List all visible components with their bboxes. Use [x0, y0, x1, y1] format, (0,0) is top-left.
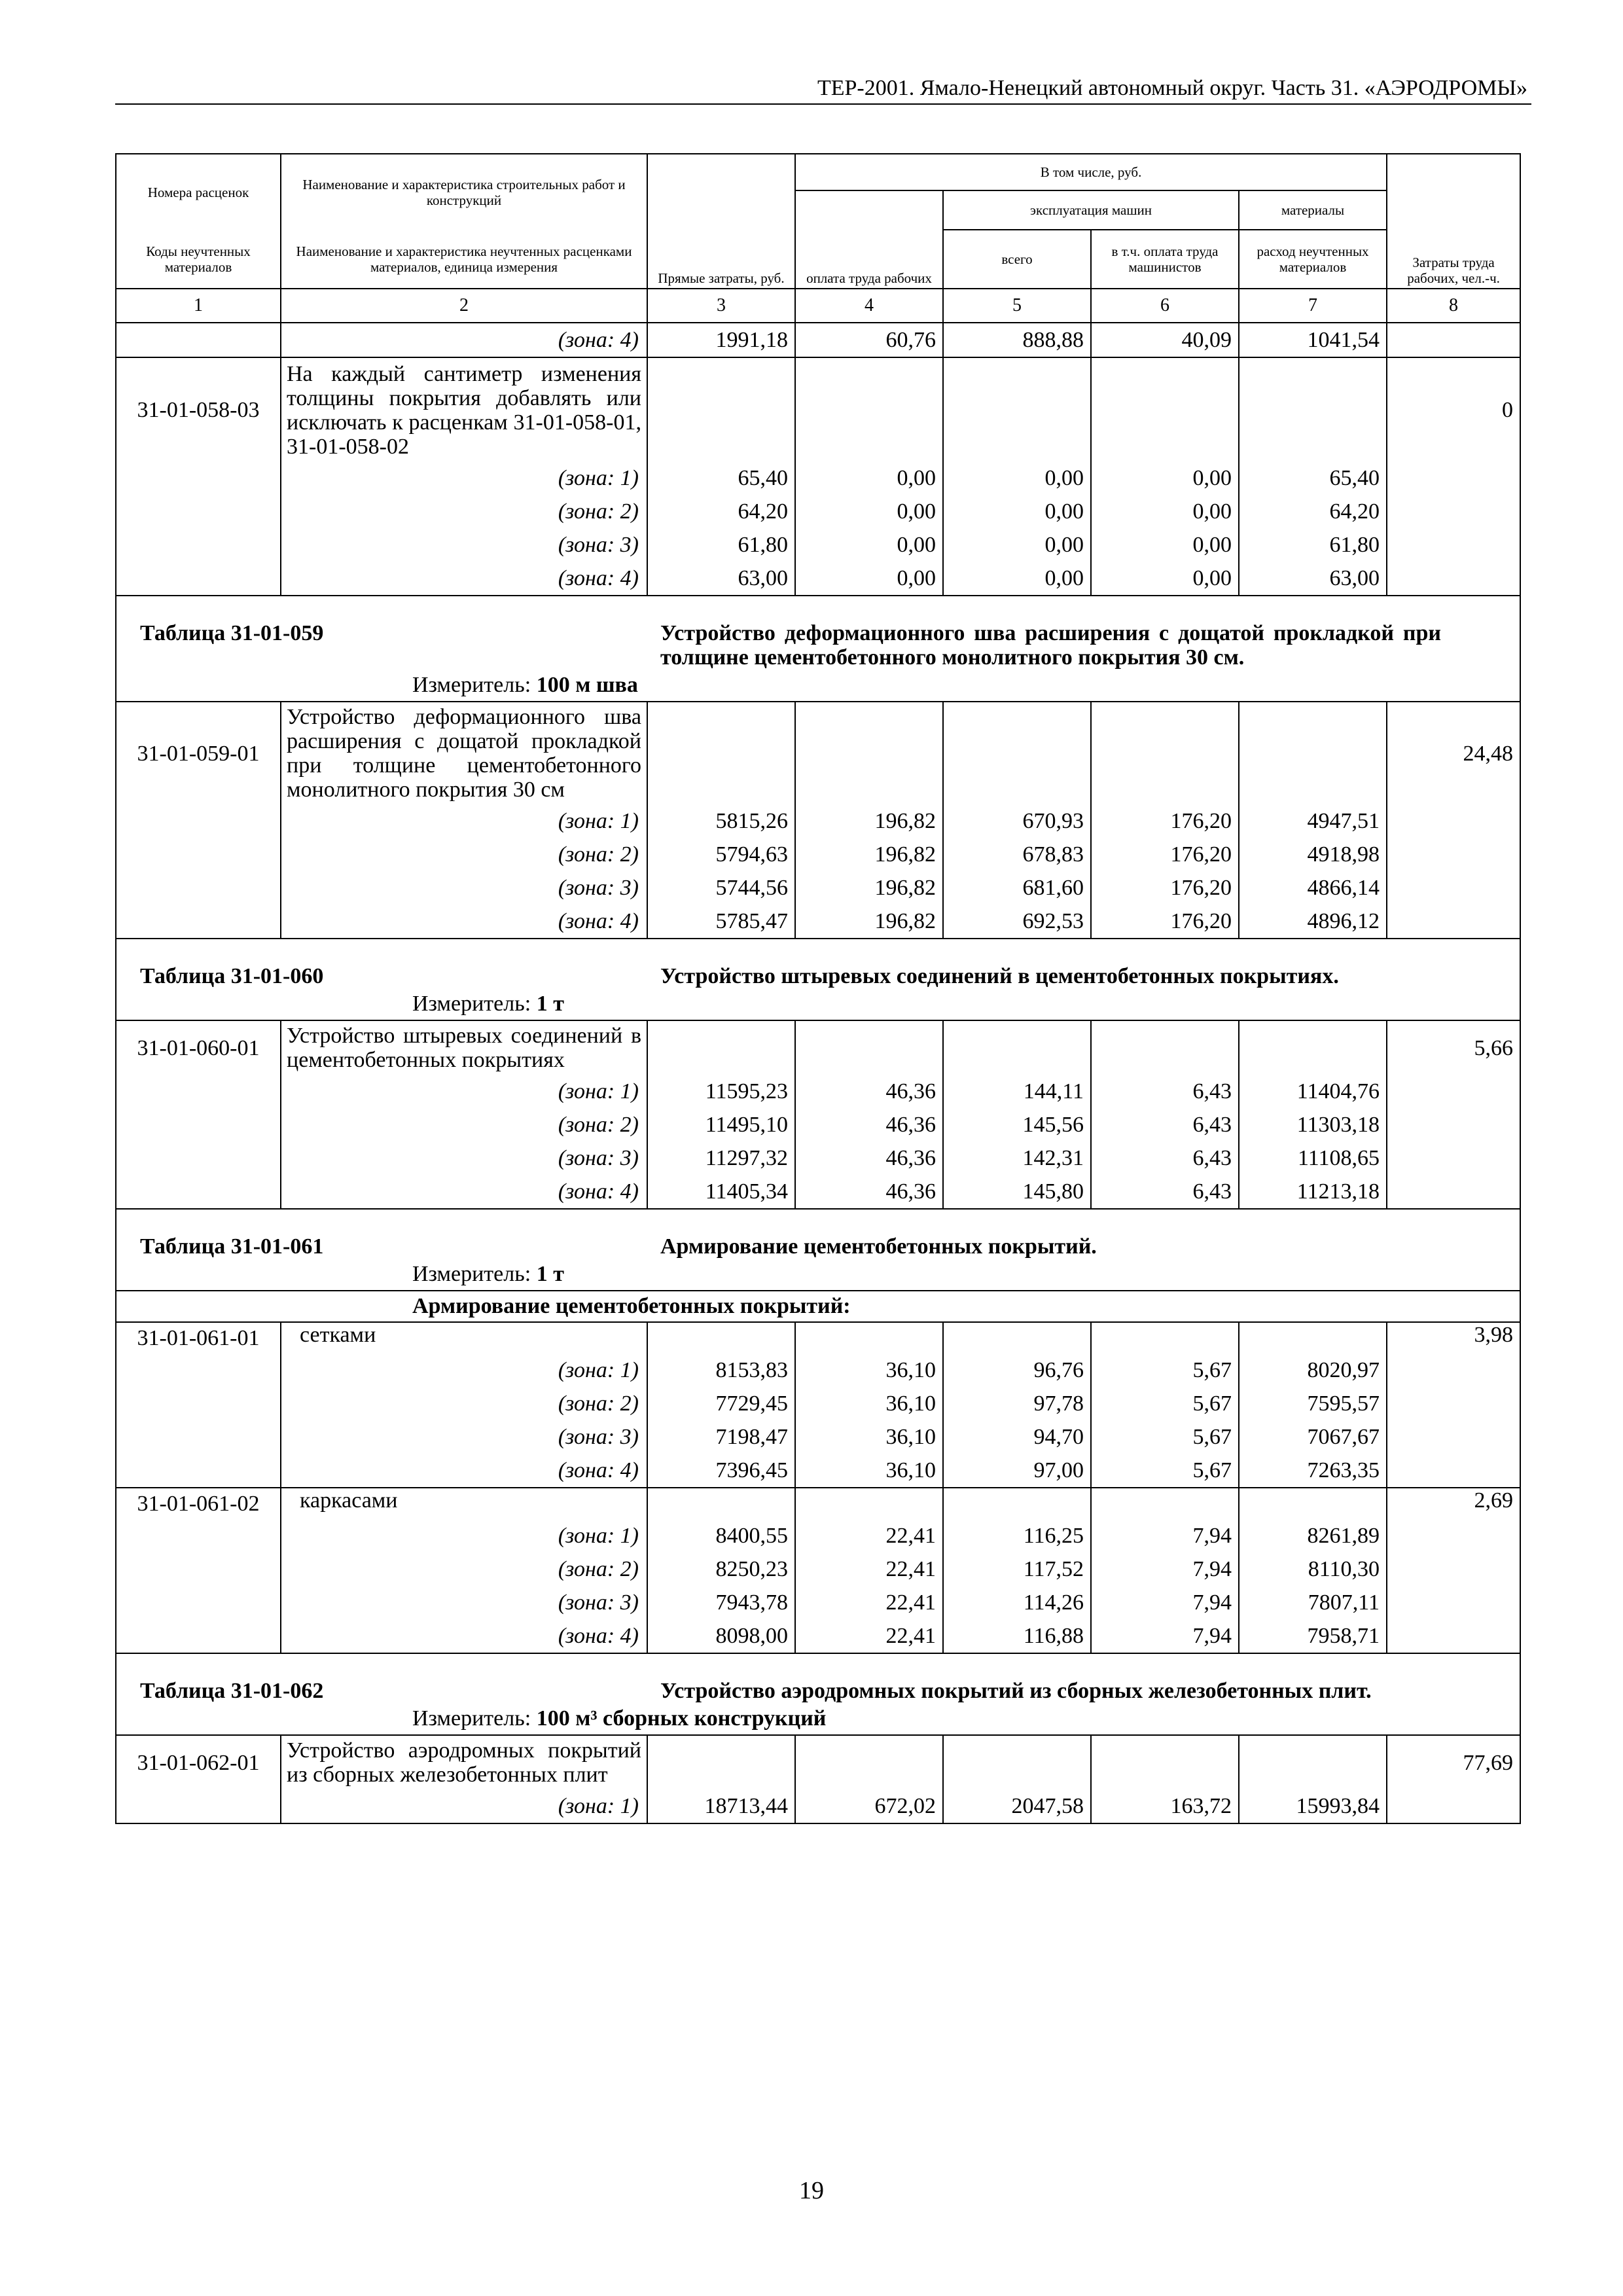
- zone-label: (зона: 1): [281, 804, 647, 838]
- rate-name: На каждый сантиметр изменения толщины покрытия добавлять или исключать к расценкам 31-01-058-01, 31-01-058-02: [281, 357, 647, 461]
- value-cell: 176,20: [1091, 838, 1239, 871]
- value-cell: 0,00: [1091, 528, 1239, 562]
- rate-code: 31-01-061-01: [116, 1322, 281, 1354]
- measure-label: Измеритель:: [412, 1706, 531, 1731]
- value-cell: 11404,76: [1239, 1075, 1387, 1108]
- value-cell: 142,31: [943, 1141, 1091, 1175]
- col-number: 6: [1091, 289, 1239, 323]
- rate-name: Устройство аэродромных покрытий из сборных железобетонных плит: [281, 1735, 647, 1789]
- value-cell: 145,56: [943, 1108, 1091, 1141]
- col-names-top: Наименование и характеристика строительных работ и конструкций: [281, 154, 647, 230]
- labor-cost: 5,66: [1387, 1020, 1520, 1075]
- value-cell: 7595,57: [1239, 1387, 1387, 1420]
- col-materials-unaccounted: расход неучтенных материалов: [1239, 230, 1387, 289]
- zone-row: [116, 1108, 1520, 1141]
- page-number: 19: [799, 2177, 824, 2204]
- value-cell: 114,26: [943, 1586, 1091, 1619]
- zone-label: (зона: 3): [281, 528, 647, 562]
- col-machines: эксплуатация машин: [943, 190, 1239, 230]
- col-number: 7: [1239, 289, 1387, 323]
- column-header: [115, 153, 1521, 323]
- value-cell: 97,00: [943, 1454, 1091, 1488]
- value-cell: 7,94: [1091, 1552, 1239, 1586]
- value-cell: 94,70: [943, 1420, 1091, 1454]
- value-cell: 6,43: [1091, 1108, 1239, 1141]
- col-including: В том числе, руб.: [795, 154, 1387, 190]
- value-cell: 692,53: [943, 905, 1091, 939]
- value-cell: 11108,65: [1239, 1141, 1387, 1175]
- zone-label: (зона: 4): [281, 1175, 647, 1209]
- value-cell: 1991,18: [647, 323, 795, 357]
- value-cell: 196,82: [795, 804, 943, 838]
- zone-label: (зона: 2): [281, 495, 647, 528]
- zone-label: (зона: 2): [281, 1387, 647, 1420]
- value-cell: 64,20: [647, 495, 795, 528]
- value-cell: 0,00: [1091, 562, 1239, 596]
- value-cell: 8098,00: [647, 1619, 795, 1653]
- value-cell: 7,94: [1091, 1519, 1239, 1552]
- zone-label: (зона: 4): [281, 562, 647, 596]
- value-cell: 36,10: [795, 1420, 943, 1454]
- value-cell: 144,11: [943, 1075, 1091, 1108]
- zone-row: [116, 1141, 1520, 1175]
- rate-code: 31-01-058-03: [116, 357, 281, 461]
- value-cell: 176,20: [1091, 905, 1239, 939]
- value-cell: 678,83: [943, 838, 1091, 871]
- col-names-bottom: Наименование и характеристика неучтенных расценками материалов, единица измерения: [281, 230, 647, 289]
- value-cell: 11297,32: [647, 1141, 795, 1175]
- value-cell: 22,41: [795, 1519, 943, 1552]
- zone-row: [116, 323, 1520, 357]
- value-cell: 65,40: [647, 461, 795, 495]
- value-cell: 11495,10: [647, 1108, 795, 1141]
- col-number: 5: [943, 289, 1091, 323]
- value-cell: 5,67: [1091, 1454, 1239, 1488]
- value-cell: 36,10: [795, 1454, 943, 1488]
- value-cell: 46,36: [795, 1108, 943, 1141]
- value-cell: 0,00: [943, 528, 1091, 562]
- value-cell: 22,41: [795, 1619, 943, 1653]
- value-cell: 4896,12: [1239, 905, 1387, 939]
- value-cell: 97,78: [943, 1387, 1091, 1420]
- value-cell: 18713,44: [647, 1789, 795, 1823]
- measure-unit: [116, 1259, 1520, 1291]
- col-labor-pay: оплата труда рабочих: [795, 190, 943, 289]
- value-cell: 196,82: [795, 871, 943, 905]
- rate-name: сетками: [281, 1322, 647, 1354]
- value-cell: 4918,98: [1239, 838, 1387, 871]
- value-cell: 0,00: [1091, 461, 1239, 495]
- value-cell: 96,76: [943, 1354, 1091, 1387]
- value-cell: 176,20: [1091, 871, 1239, 905]
- value-cell: 40,09: [1091, 323, 1239, 357]
- value-cell: 46,36: [795, 1141, 943, 1175]
- rate-item-row: [116, 1488, 1520, 1519]
- table-title-row: [116, 1209, 1520, 1259]
- value-cell: 5,67: [1091, 1387, 1239, 1420]
- zone-label: (зона: 3): [281, 1141, 647, 1175]
- zone-row: [116, 461, 1520, 495]
- value-cell: 5794,63: [647, 838, 795, 871]
- zone-label: (зона: 2): [281, 1552, 647, 1586]
- value-cell: 36,10: [795, 1387, 943, 1420]
- value-cell: 5,67: [1091, 1420, 1239, 1454]
- value-cell: 8261,89: [1239, 1519, 1387, 1552]
- zone-row: [116, 1586, 1520, 1619]
- labor-cost: 2,69: [1387, 1488, 1520, 1519]
- value-cell: 64,20: [1239, 495, 1387, 528]
- value-cell: 7943,78: [647, 1586, 795, 1619]
- value-cell: 196,82: [795, 838, 943, 871]
- zone-label: (зона: 1): [281, 1075, 647, 1108]
- value-cell: 0,00: [1091, 495, 1239, 528]
- col-number: 2: [281, 289, 647, 323]
- measure-row: [116, 670, 1520, 702]
- zone-label: (зона: 2): [281, 838, 647, 871]
- value-cell: 8020,97: [1239, 1354, 1387, 1387]
- zone-row: [116, 1454, 1520, 1488]
- subheader: Армирование цементобетонных покрытий:: [116, 1291, 1520, 1322]
- measure-unit: [116, 1703, 1520, 1735]
- value-cell: 65,40: [1239, 461, 1387, 495]
- value-cell: 176,20: [1091, 804, 1239, 838]
- value-cell: 670,93: [943, 804, 1091, 838]
- value-cell: 4947,51: [1239, 804, 1387, 838]
- value-cell: 0,00: [795, 495, 943, 528]
- col-number: 3: [647, 289, 795, 323]
- value-cell: 7807,11: [1239, 1586, 1387, 1619]
- value-cell: 22,41: [795, 1552, 943, 1586]
- value-cell: 6,43: [1091, 1175, 1239, 1209]
- zone-label: (зона: 4): [281, 905, 647, 939]
- value-cell: 7958,71: [1239, 1619, 1387, 1653]
- running-header: ТЕР-2001. Ямало-Ненецкий автономный округ. Часть 31. «АЭРОДРОМЫ»: [115, 73, 1531, 105]
- value-cell: 7729,45: [647, 1387, 795, 1420]
- col-codes-top: Номера расценок: [116, 154, 281, 230]
- value-cell: 22,41: [795, 1586, 943, 1619]
- zone-row: [116, 1420, 1520, 1454]
- col-machines-labor: в т.ч. оплата труда машинистов: [1091, 230, 1239, 289]
- table-title: Армирование цементобетонных покрытий.: [647, 1209, 1520, 1259]
- value-cell: 61,80: [647, 528, 795, 562]
- rate-code: 31-01-059-01: [116, 702, 281, 804]
- zone-label: (зона: 4): [281, 1454, 647, 1488]
- zone-label: (зона: 2): [281, 1108, 647, 1141]
- zone-row: [116, 1619, 1520, 1653]
- value-cell: 61,80: [1239, 528, 1387, 562]
- measure-value: 1 т: [536, 992, 564, 1016]
- rate-item-row: [116, 1020, 1520, 1075]
- zone-label: (зона: 1): [281, 1789, 647, 1823]
- col-number: 4: [795, 289, 943, 323]
- value-cell: 46,36: [795, 1175, 943, 1209]
- zone-row: [116, 905, 1520, 939]
- labor-cost: 24,48: [1387, 702, 1520, 804]
- measure-value: 100 м шва: [536, 673, 638, 697]
- table-label: Таблица 31-01-059: [116, 596, 647, 670]
- table-title-row: [116, 596, 1520, 670]
- value-cell: 63,00: [647, 562, 795, 596]
- rate-item-row: [116, 357, 1520, 461]
- value-cell: 0,00: [795, 562, 943, 596]
- zone-row: [116, 1552, 1520, 1586]
- value-cell: 8250,23: [647, 1552, 795, 1586]
- table-title: Устройство деформационного шва расширения с дощатой прокладкой при толщине цементобетонного монолитного покрытия 30 см.: [647, 596, 1520, 670]
- zone-label: (зона: 3): [281, 871, 647, 905]
- value-cell: 7,94: [1091, 1619, 1239, 1653]
- table-label: Таблица 31-01-062: [116, 1653, 647, 1703]
- value-cell: 4866,14: [1239, 871, 1387, 905]
- subheader-row: [116, 1291, 1520, 1322]
- zone-row: [116, 1354, 1520, 1387]
- rate-code: 31-01-061-02: [116, 1488, 281, 1519]
- col-materials: материалы: [1239, 190, 1387, 230]
- table-label: Таблица 31-01-060: [116, 939, 647, 988]
- labor-cost: 77,69: [1387, 1735, 1520, 1789]
- rate-code: 31-01-062-01: [116, 1735, 281, 1789]
- zone-row: [116, 1789, 1520, 1823]
- value-cell: 116,25: [943, 1519, 1091, 1552]
- col-number: 1: [116, 289, 281, 323]
- zone-label: (зона: 3): [281, 1586, 647, 1619]
- rate-name: Устройство деформационного шва расширения с дощатой прокладкой при толщине цементобетонного монолитного покрытия 30 см: [281, 702, 647, 804]
- value-cell: 8400,55: [647, 1519, 795, 1552]
- table-title-row: [116, 1653, 1520, 1703]
- value-cell: 196,82: [795, 905, 943, 939]
- value-cell: 2047,58: [943, 1789, 1091, 1823]
- col-labor-cost: Затраты труда рабочих, чел.-ч.: [1387, 154, 1520, 289]
- value-cell: 11595,23: [647, 1075, 795, 1108]
- value-cell: 5,67: [1091, 1354, 1239, 1387]
- rate-item-row: [116, 702, 1520, 804]
- zone-row: [116, 1075, 1520, 1108]
- table-title: Устройство аэродромных покрытий из сборных железобетонных плит.: [647, 1653, 1520, 1703]
- zone-row: [116, 838, 1520, 871]
- zone-label: (зона: 1): [281, 461, 647, 495]
- rate-name: каркасами: [281, 1488, 647, 1519]
- zone-row: [116, 528, 1520, 562]
- value-cell: 116,88: [943, 1619, 1091, 1653]
- measure-value: 100 м³ сборных конструкций: [536, 1706, 827, 1731]
- col-direct: Прямые затраты, руб.: [647, 154, 795, 289]
- value-cell: 117,52: [943, 1552, 1091, 1586]
- measure-value: 1 т: [536, 1262, 564, 1286]
- measure-label: Измеритель:: [412, 673, 531, 697]
- measure-row: [116, 988, 1520, 1020]
- value-cell: 0,00: [795, 528, 943, 562]
- measure-row: [116, 1259, 1520, 1291]
- measure-unit: [116, 988, 1520, 1020]
- rate-item-row: [116, 1322, 1520, 1354]
- value-cell: 145,80: [943, 1175, 1091, 1209]
- zone-row: [116, 804, 1520, 838]
- labor-cost: 3,98: [1387, 1322, 1520, 1354]
- zone-row: [116, 1175, 1520, 1209]
- zone-row: [116, 871, 1520, 905]
- value-cell: 11405,34: [647, 1175, 795, 1209]
- value-cell: 681,60: [943, 871, 1091, 905]
- value-cell: 8110,30: [1239, 1552, 1387, 1586]
- measure-label: Измеритель:: [412, 1262, 531, 1286]
- value-cell: 60,76: [795, 323, 943, 357]
- value-cell: 5785,47: [647, 905, 795, 939]
- value-cell: 7067,67: [1239, 1420, 1387, 1454]
- zone-label: (зона: 1): [281, 1519, 647, 1552]
- zone-label: (зона: 3): [281, 1420, 647, 1454]
- col-codes-bottom: Коды неучтенных материалов: [116, 230, 281, 289]
- measure-row: [116, 1703, 1520, 1735]
- zone-label: (зона: 4): [281, 323, 647, 357]
- value-cell: 0,00: [795, 461, 943, 495]
- value-cell: 36,10: [795, 1354, 943, 1387]
- measure-label: Измеритель:: [412, 992, 531, 1016]
- value-cell: 888,88: [943, 323, 1091, 357]
- zone-row: [116, 562, 1520, 596]
- rate-code: 31-01-060-01: [116, 1020, 281, 1075]
- zone-row: [116, 1519, 1520, 1552]
- value-cell: 63,00: [1239, 562, 1387, 596]
- zone-label: (зона: 4): [281, 1619, 647, 1653]
- value-cell: 6,43: [1091, 1075, 1239, 1108]
- value-cell: 7396,45: [647, 1454, 795, 1488]
- value-cell: 0,00: [943, 562, 1091, 596]
- table-title: Устройство штыревых соединений в цементобетонных покрытиях.: [647, 939, 1520, 988]
- value-cell: 46,36: [795, 1075, 943, 1108]
- rates-sheet: [115, 153, 1520, 1824]
- value-cell: 7198,47: [647, 1420, 795, 1454]
- value-cell: 1041,54: [1239, 323, 1387, 357]
- value-cell: 6,43: [1091, 1141, 1239, 1175]
- value-cell: 8153,83: [647, 1354, 795, 1387]
- value-cell: 5815,26: [647, 804, 795, 838]
- labor-cost: 0: [1387, 357, 1520, 461]
- zone-label: (зона: 1): [281, 1354, 647, 1387]
- zone-row: [116, 495, 1520, 528]
- value-cell: 11213,18: [1239, 1175, 1387, 1209]
- rates-body: [115, 323, 1521, 1824]
- value-cell: 0,00: [943, 495, 1091, 528]
- value-cell: 0,00: [943, 461, 1091, 495]
- value-cell: 15993,84: [1239, 1789, 1387, 1823]
- rate-item-row: [116, 1735, 1520, 1789]
- value-cell: 7,94: [1091, 1586, 1239, 1619]
- table-title-row: [116, 939, 1520, 988]
- measure-unit: [116, 670, 1520, 702]
- value-cell: 672,02: [795, 1789, 943, 1823]
- rate-name: Устройство штыревых соединений в цементобетонных покрытиях: [281, 1020, 647, 1075]
- col-machines-total: всего: [943, 230, 1091, 289]
- value-cell: 5744,56: [647, 871, 795, 905]
- value-cell: 163,72: [1091, 1789, 1239, 1823]
- value-cell: 11303,18: [1239, 1108, 1387, 1141]
- value-cell: 7263,35: [1239, 1454, 1387, 1488]
- table-label: Таблица 31-01-061: [116, 1209, 647, 1259]
- col-number: 8: [1387, 289, 1520, 323]
- zone-row: [116, 1387, 1520, 1420]
